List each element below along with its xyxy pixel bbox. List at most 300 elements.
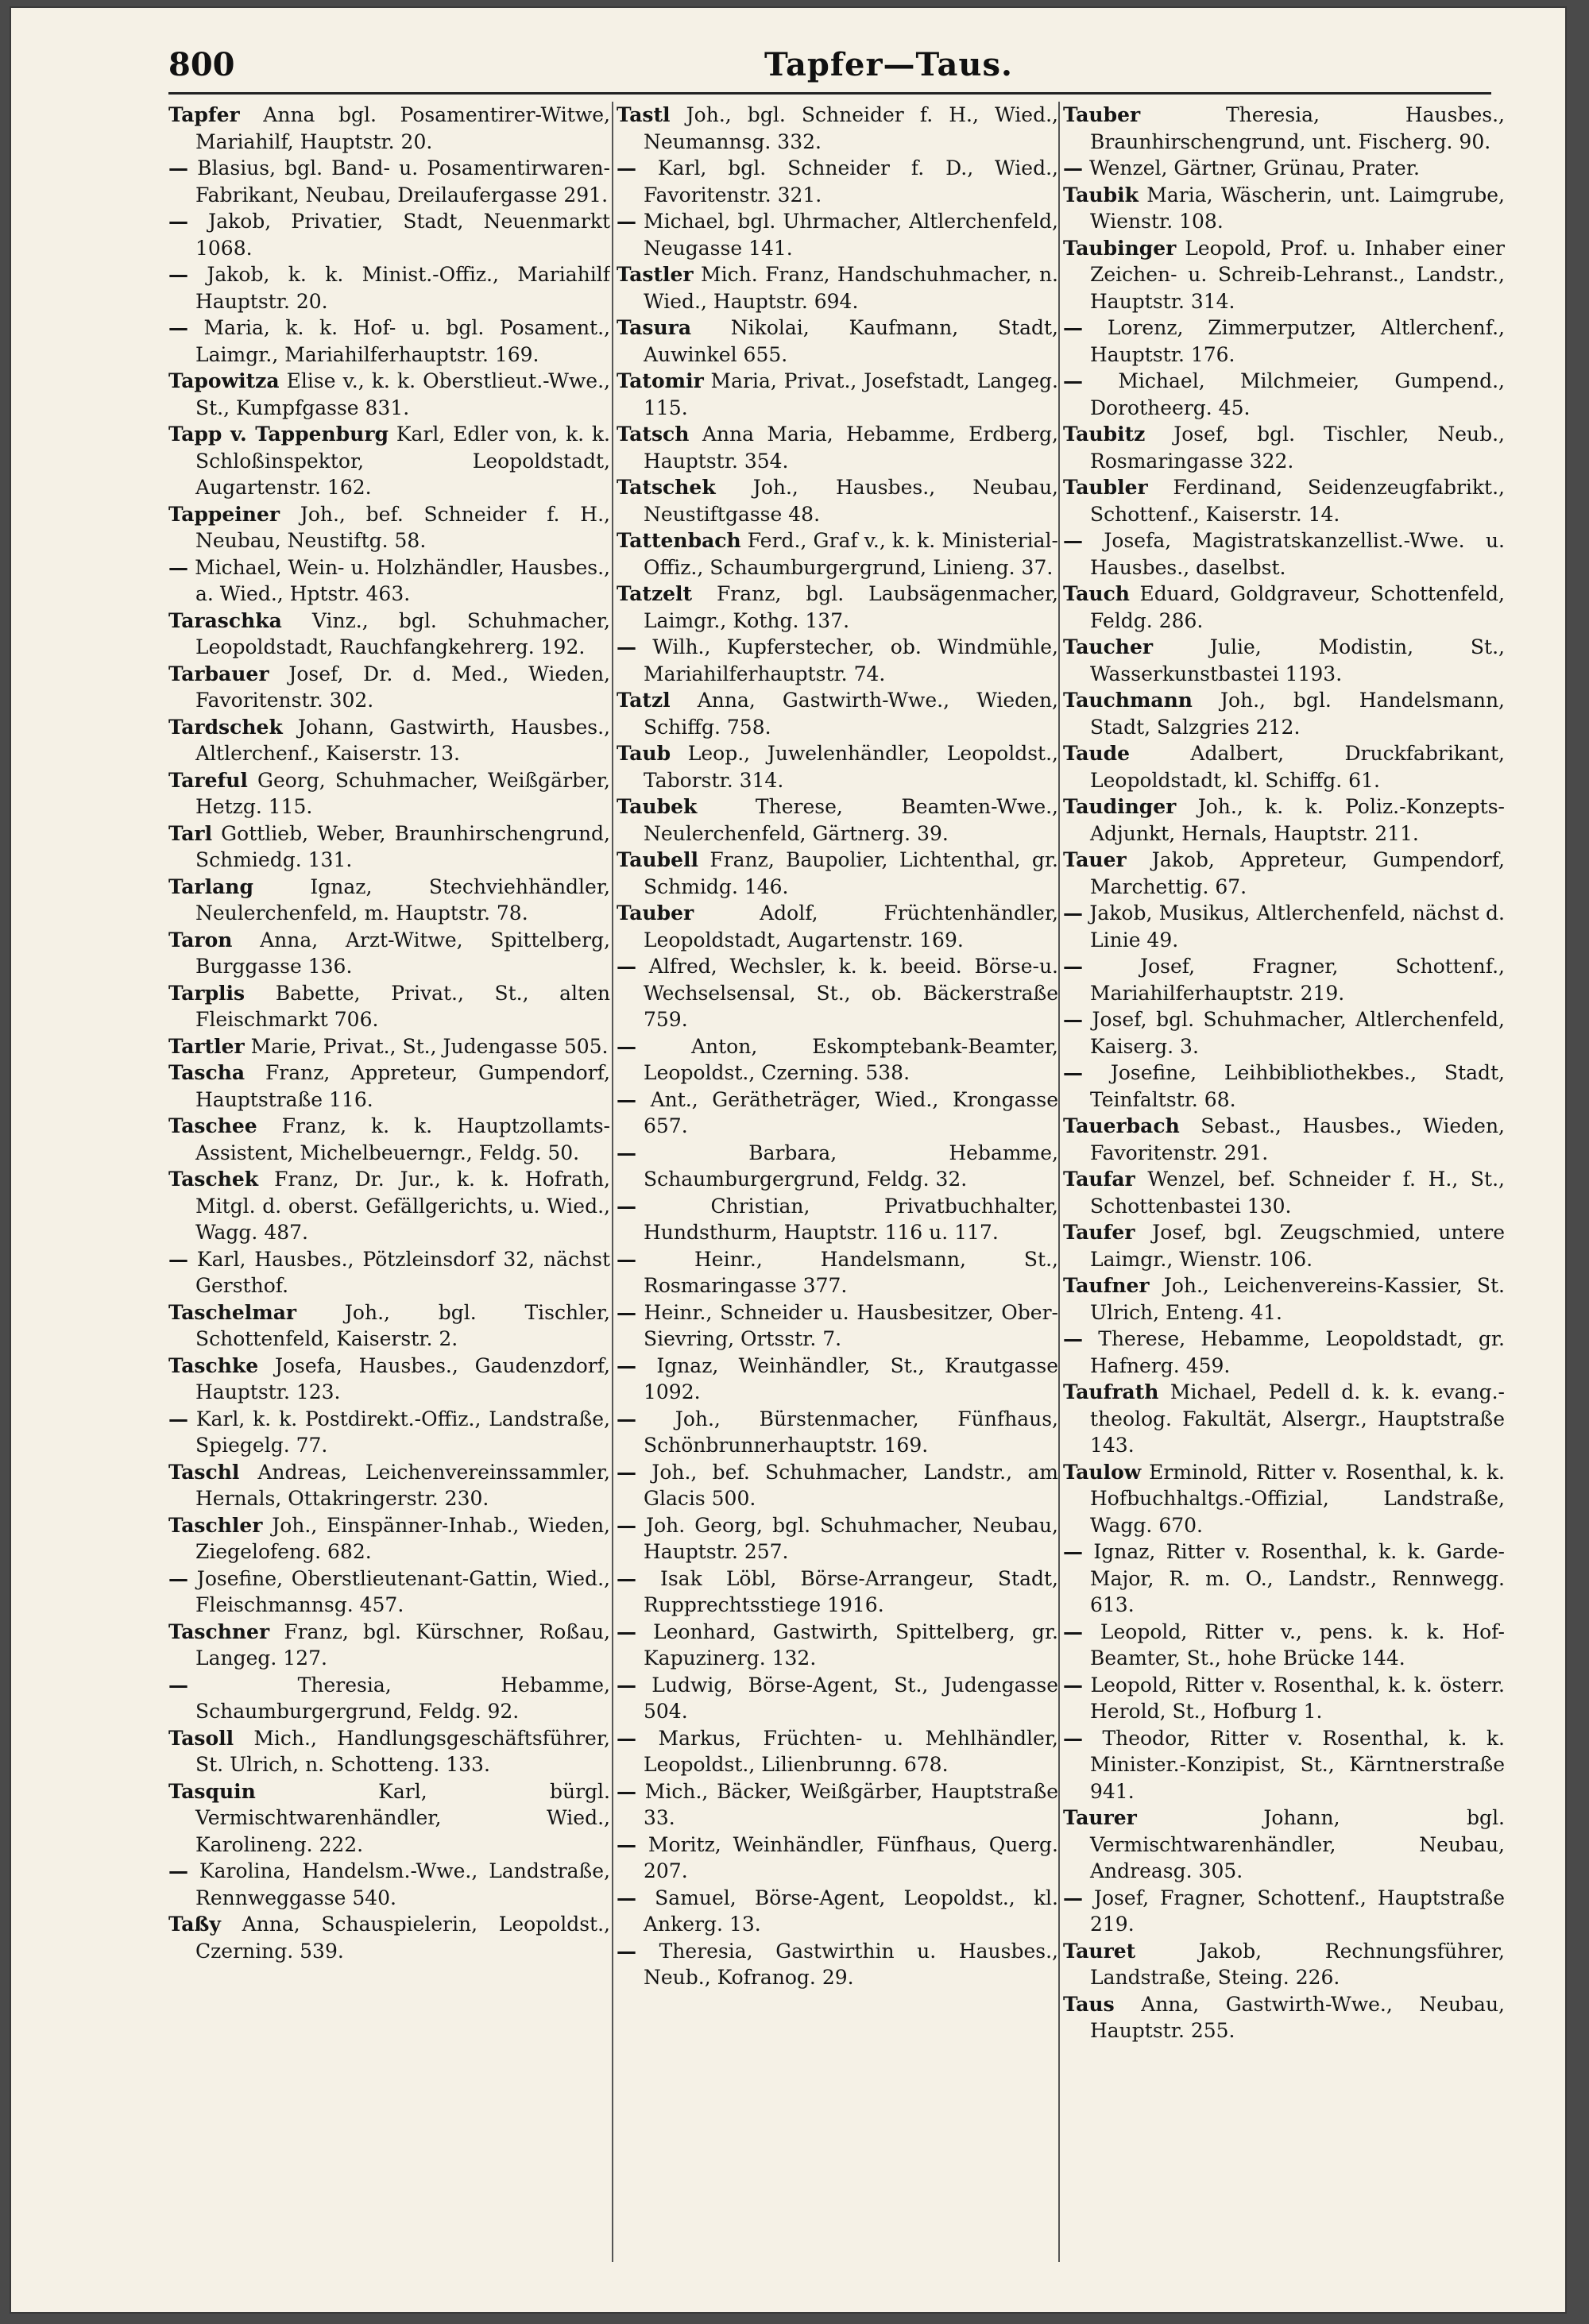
directory-entry [168,927,610,980]
entry-details: Jakob, Appreteur, Gumpendorf, Marchettig. 67. [1090,848,1505,898]
entry-surname: Taron [168,928,233,952]
entry-surname: — [1063,1619,1083,1643]
entry-details: Ferd., Graf v., k. k. Ministerial-Offiz., Schaumburgergrund, Linieng. 37. [644,529,1058,579]
directory-entry [168,102,610,155]
entry-surname: Tarplis [168,981,246,1005]
directory-entry [168,661,610,714]
entry-details: Ant., Gerätheträger, Wied., Krongasse 657. [644,1087,1058,1137]
entry-details: Anna, Gastwirth-Wwe., Neubau, Hauptstr. 255. [1090,1992,1505,2042]
directory-entry [1063,1219,1505,1272]
entry-details: Mich. Franz, Handschuhmacher, n. Wied., Hauptstr. 694. [644,263,1058,313]
directory-entry [617,634,1058,687]
entry-surname: Taufrath [1063,1380,1159,1403]
entry-surname: Tapp v. Tappenburg [168,423,389,446]
directory-entry [617,421,1058,474]
entry-surname: — [617,1407,636,1430]
entry-details: Josef, Fragner, Schottenf., Hauptstraße 219. [1090,1886,1505,1936]
directory-entry [617,1885,1058,1938]
entry-details: Maria, k. k. Hof- u. bgl. Posament., Laimgr., Mariahilferhauptstr. 169. [195,316,610,366]
entry-details: Mich., Handlungsgeschäftsführer, St. Ulrich, n. Schotteng. 133. [195,1726,610,1776]
entry-details: Heinr., Handelsmann, St., Rosmaringasse 377. [644,1247,1058,1297]
entry-surname: Taubek [617,795,698,818]
entry-details: Josef, Fragner, Schottenf., Mariahilferhauptstr. 219. [1090,955,1505,1005]
entry-surname: — [617,1619,636,1643]
entry-details: Karl, Hausbes., Pötzleinsdorf 32, nächst Gersthof. [195,1247,610,1297]
entry-surname: — [617,1726,636,1750]
entry-details: Franz, Dr. Jur., k. k. Hofrath, Mitgl. d. oberst. Gefällgerichts, u. Wied., Wagg. 487. [195,1168,610,1244]
entry-surname: — [617,1460,636,1484]
entry-details: Joh. Georg, bgl. Schuhmacher, Neubau, Hauptstr. 257. [644,1513,1058,1563]
directory-entry [617,793,1058,847]
directory-entry [168,554,610,608]
entry-surname: Taschke [168,1353,259,1377]
entry-details: Samuel, Börse-Agent, Leopoldst., kl. Ankerg. 13. [644,1886,1058,1936]
entry-details: Karolina, Handelsm.-Wwe., Landstraße, Rennweggasse 540. [195,1859,610,1909]
entry-surname: Tatschek [617,476,716,499]
entry-details: Michael, bgl. Uhrmacher, Altlerchenfeld, Neugasse 141. [644,210,1058,260]
entry-surname: — [617,1566,636,1590]
entry-surname: Tartler [168,1034,245,1058]
directory-entry [617,208,1058,261]
entry-surname: Taufer [1063,1221,1135,1244]
directory-entry [168,1672,610,1725]
entry-surname: — [617,1673,636,1697]
entry-surname: Tareful [168,768,248,792]
directory-entry [1063,1991,1505,2044]
entry-details: Heinr., Schneider u. Hausbesitzer, Ober-Sievring, Ortsstr. 7. [644,1300,1058,1350]
directory-entry [617,1725,1058,1778]
entry-surname: Tastl [617,103,671,126]
column-3 [1063,102,1505,2262]
entry-details: Andreas, Leichenvereinssammler, Hernals, Ottakringerstr. 230. [195,1460,610,1510]
entry-details: Erminold, Ritter v. Rosenthal, k. k. Hofbuchhaltgs.-Offizial, Landstraße, Wagg. 670. [1090,1460,1505,1537]
entry-surname: Tauer [1063,848,1127,871]
directory-entry [168,767,610,820]
entry-surname: Taubitz [1063,423,1146,446]
entry-surname: — [1063,156,1083,180]
entry-details: Joh., bgl. Handelsmann, Stadt, Salzgries 212. [1090,689,1505,739]
entry-surname: Tattenbach [617,529,741,552]
entry-surname: — [617,955,636,978]
entry-surname: — [1063,529,1083,552]
directory-entry [1063,182,1505,235]
entry-surname: Tapfer [168,103,240,126]
entry-details: Karl, bgl. Schneider f. D., Wied., Favoritenstr. 321. [644,156,1058,207]
column-divider [612,102,613,2262]
entry-surname: Taubinger [1063,236,1177,260]
entry-details: Vinz., bgl. Schuhmacher, Leopoldstadt, Rauchfangkehrerg. 192. [195,608,610,658]
entry-details: Josef, Dr. d. Med., Wieden, Favoritenstr. 302. [195,662,610,712]
entry-surname: Taulow [1063,1460,1142,1484]
directory-entry [1063,1379,1505,1459]
entry-surname: — [168,316,188,339]
entry-surname: Tascha [168,1061,246,1084]
entry-surname: Tardschek [168,715,283,739]
entry-surname: — [617,210,636,233]
directory-entry [168,501,610,554]
entry-surname: Tarbauer [168,662,269,685]
entry-details: Ignaz, Ritter v. Rosenthal, k. k. Garde-Major, R. m. O., Landstr., Rennwegg. 613. [1090,1540,1505,1616]
entry-details: Blasius, bgl. Band- u. Posamentirwaren-Fabrikant, Neubau, Dreilaufergasse 291. [195,156,610,207]
entry-details: Leopold, Ritter v., pens. k. k. Hof-Beamter, St., hohe Brücke 144. [1090,1619,1505,1670]
directory-entry [617,1565,1058,1619]
entry-surname: — [617,1779,636,1803]
entry-surname: Taschner [168,1619,270,1643]
directory-entry [168,368,610,421]
entry-details: Leopold, Prof. u. Inhaber einer Zeichen- u. Schreib-Lehranst., Landstr., Hauptstr. 314. [1090,236,1505,313]
entry-details: Wenzel, bef. Schneider f. H., St., Schottenbastei 130. [1090,1168,1505,1218]
entry-details: Jakob, Musikus, Altlerchenfeld, nächst d. Linie 49. [1089,901,1505,952]
directory-entry [617,847,1058,900]
entry-surname: Tauchmann [1063,689,1193,712]
entry-details: Anna, Gastwirth-Wwe., Wieden, Schiffg. 758. [644,689,1058,739]
directory-entry [617,740,1058,793]
directory-entry [1063,1060,1505,1113]
directory-entry [617,368,1058,421]
entry-surname: Tappeiner [168,502,280,526]
directory-entry [1063,368,1505,421]
entry-details: Leop., Juwelenhändler, Leopoldst., Taborstr. 314. [644,742,1058,792]
entry-surname: Taschek [168,1168,259,1191]
header-rule [168,92,1491,95]
entry-surname: — [168,156,188,180]
directory-entry [617,1406,1058,1459]
entry-surname: — [168,1859,188,1882]
directory-entry [168,1565,610,1619]
page-header [10,6,1567,94]
directory-entry [1063,1326,1505,1379]
directory-entry [1063,1006,1505,1060]
entry-details: Adalbert, Druckfabrikant, Leopoldstadt, kl. Schiffg. 61. [1090,742,1505,792]
entry-surname: Taub [617,742,671,765]
entry-details: Jakob, k. k. Minist.-Offiz., Mariahilf Hauptstr. 20. [195,263,610,313]
directory-entry [1063,1672,1505,1725]
entry-surname: Tatzelt [617,582,693,605]
entry-details: Anton, Eskomptebank-Beamter, Leopoldst., Czerning. 538. [644,1034,1058,1084]
directory-entry [168,1778,610,1859]
entry-surname: — [617,1247,636,1271]
directory-entry [617,900,1058,953]
directory-entry [168,1725,610,1778]
entry-surname: Tauerbach [1063,1114,1180,1137]
entry-details: Julie, Modistin, St., Wasserkunstbastei 1193. [1090,635,1505,685]
directory-entry [617,261,1058,315]
directory-entry [168,714,610,767]
directory-entry [617,1299,1058,1353]
directory-entry [168,1911,610,1964]
directory-page [10,6,1567,2314]
directory-entry [1063,1459,1505,1539]
entry-details: Barbara, Hebamme, Schaumburgergrund, Feldg. 32. [644,1141,1058,1191]
entry-details: Johann, Gastwirth, Hausbes., Altlerchenf., Kaiserstr. 13. [195,715,610,765]
directory-entry [617,953,1058,1033]
entry-surname: — [617,1886,636,1909]
entry-surname: — [1063,1540,1083,1563]
entry-details: Isak Löbl, Börse-Arrangeur, Stadt, Rupprechtsstiege 1916. [644,1566,1058,1616]
entry-surname: Taraschka [168,608,282,632]
entry-surname: — [617,1513,636,1537]
directory-entry [617,581,1058,634]
entry-details: Michael, Wein- u. Holzhändler, Hausbes., a. Wied., Hptstr. 463. [195,555,610,605]
entry-details: Joh., Bürstenmacher, Fünfhaus, Schönbrunnerhauptstr. 169. [644,1407,1058,1457]
entry-surname: Tarl [168,821,213,845]
directory-entry [1063,1805,1505,1885]
entry-details: Theresia, Gastwirthin u. Hausbes., Neub., Kofranog. 29. [644,1939,1058,1989]
entry-surname: — [617,1939,636,1963]
directory-entry [617,1246,1058,1299]
entry-surname: Tauch [1063,582,1130,605]
directory-entry [617,1512,1058,1565]
entry-details: Josefine, Leihbibliothekbes., Stadt, Teinfaltstr. 68. [1090,1061,1505,1111]
directory-entry [617,527,1058,581]
directory-entry [168,421,610,501]
entry-surname: Taucher [1063,635,1154,658]
entry-details: Eduard, Goldgraveur, Schottenfeld, Feldg. 286. [1090,582,1505,632]
entry-details: Joh., bef. Schneider f. H., Neubau, Neustiftg. 58. [195,502,610,552]
entry-details: Josef, bgl. Schuhmacher, Altlerchenfeld, Kaiserg. 3. [1090,1008,1505,1058]
entry-surname: Taschee [168,1114,257,1137]
entry-surname: Taubler [1063,476,1148,499]
directory-entry [617,102,1058,155]
directory-entry [1063,315,1505,368]
directory-entry [1063,793,1505,847]
directory-entry [1063,1725,1505,1805]
entry-details: Joh., Hausbes., Neubau, Neustiftgasse 48. [644,476,1058,526]
directory-entry [617,1193,1058,1246]
entry-surname: Taufner [1063,1274,1150,1297]
column-2 [617,102,1058,2262]
directory-entry [617,474,1058,527]
directory-entry [1063,740,1505,793]
directory-entry [168,608,610,661]
entry-details: Josef, bgl. Tischler, Neub., Rosmaringasse 322. [1090,423,1505,473]
entry-details: Joh., bgl. Tischler, Schottenfeld, Kaiserstr. 2. [195,1300,610,1350]
directory-entry [1063,155,1505,182]
directory-entry [617,1778,1058,1832]
entry-surname: — [1063,1886,1083,1909]
entry-details: Theresia, Hausbes., Braunhirschengrund, unt. Fischerg. 90. [1090,103,1505,153]
directory-entry [1063,1113,1505,1166]
directory-entry [168,315,610,368]
directory-entry [168,1512,610,1565]
directory-entry [617,1087,1058,1140]
entry-details: Michael, Pedell d. k. k. evang.-theolog. Fakultät, Alsergr., Hauptstraße 143. [1090,1380,1505,1457]
directory-entry [1063,235,1505,315]
directory-entry [168,261,610,315]
entry-details: Ignaz, Weinhändler, St., Krautgasse 1092. [644,1353,1058,1403]
directory-entry [1063,527,1505,581]
directory-entry [1063,1885,1505,1938]
directory-entry [1063,847,1505,900]
directory-entry [168,1353,610,1406]
entry-surname: — [617,1087,636,1111]
entry-surname: Taus [1063,1992,1115,2016]
directory-entry [1063,953,1505,1006]
directory-entry [617,1672,1058,1725]
entry-surname: Taschler [168,1513,263,1537]
directory-entry [1063,634,1505,687]
entry-surname: — [1063,316,1083,339]
entry-details: Babette, Privat., St., alten Fleischmarkt 706. [195,981,610,1031]
entry-details: Jakob, Rechnungsführer, Landstraße, Steing. 226. [1090,1939,1505,1989]
directory-entry [617,1353,1058,1406]
directory-entry [168,1858,610,1911]
entry-surname: — [168,555,188,579]
entry-details: Leonhard, Gastwirth, Spittelberg, gr. Kapuzinerg. 132. [644,1619,1058,1670]
entry-surname: — [168,1247,188,1271]
directory-entry [1063,581,1505,634]
entry-details: Maria, Wäscherin, unt. Laimgrube, Wienstr. 108. [1090,183,1505,233]
entry-surname: — [168,1407,188,1430]
entry-details: Franz, bgl. Laubsägenmacher, Laimgr., Kothg. 137. [644,582,1058,632]
entry-details: Josef, bgl. Zeugschmied, untere Laimgr., Wienstr. 106. [1090,1221,1505,1271]
entry-details: Georg, Schuhmacher, Weißgärber, Hetzg. 115. [195,768,610,818]
entry-details: Mich., Bäcker, Weißgärber, Hauptstraße 33. [644,1779,1058,1829]
entry-details: Franz, k. k. Hauptzollamts-Assistent, Michelbeuerngr., Feldg. 50. [195,1114,610,1164]
entry-details: Sebast., Hausbes., Wieden, Favoritenstr. 291. [1090,1114,1505,1164]
entry-surname: — [168,1673,188,1697]
entry-details: Anna Maria, Hebamme, Erdberg, Hauptstr. 354. [644,423,1058,473]
entry-surname: Taubik [1063,183,1139,207]
entry-details: Theresia, Hebamme, Schaumburgergrund, Feldg. 92. [195,1673,610,1723]
entry-details: Josefa, Hausbes., Gaudenzdorf, Hauptstr. 123. [195,1353,610,1403]
entry-details: Karl, k. k. Postdirekt.-Offiz., Landstraße, Spiegelg. 77. [195,1407,610,1457]
entry-surname: Taude [1063,742,1130,765]
directory-entry [617,155,1058,208]
directory-entry [168,1246,610,1299]
directory-entry [617,1033,1058,1087]
column-1 [168,102,610,2262]
directory-entry [168,1033,610,1060]
directory-entry [1063,1272,1505,1326]
entry-surname: Tatzl [617,689,671,712]
entry-surname: Tauber [617,901,694,925]
entry-details: Wenzel, Gärtner, Grünau, Prater. [1088,156,1420,180]
directory-entry [168,1299,610,1353]
entry-surname: — [168,263,188,286]
directory-entry [1063,421,1505,474]
entry-surname: — [617,1353,636,1377]
directory-entry [617,1832,1058,1885]
directory-entry [617,1459,1058,1512]
directory-entry [1063,474,1505,527]
directory-entry [168,1619,610,1672]
directory-entry [168,208,610,261]
entry-surname: — [168,1566,188,1590]
entry-surname: — [617,635,636,658]
entry-surname: — [617,1141,636,1164]
entry-details: Joh., Einspänner-Inhab., Wieden, Ziegelofeng. 682. [195,1513,610,1563]
entry-surname: — [617,156,636,180]
entry-details: Josefine, Oberstlieutenant-Gattin, Wied., Fleischmannsg. 457. [195,1566,610,1616]
directory-entry [168,1113,610,1166]
entry-details: Marie, Privat., St., Judengasse 505. [250,1034,609,1058]
entry-details: Elise v., k. k. Oberstlieut.-Wwe., St., Kumpfgasse 831. [195,369,610,419]
entry-details: Josefa, Magistratskanzellist.-Wwe. u. Hausbes., daselbst. [1090,529,1505,579]
entry-surname: — [617,1300,636,1324]
page-number: 800 [168,46,235,83]
entry-details: Ferdinand, Seidenzeugfabrikt., Schottenf., Kaiserstr. 14. [1090,476,1505,526]
entry-surname: Taßy [168,1913,221,1936]
entry-details: Ignaz, Stechviehhändler, Neulerchenfeld, m. Hauptstr. 78. [195,874,610,925]
directory-entry [1063,1538,1505,1619]
entry-surname: Taudinger [1063,795,1177,818]
entry-surname: — [1063,1327,1083,1350]
entry-surname: Tauret [1063,1939,1136,1963]
entry-details: Franz, Appreteur, Gumpendorf, Hauptstraße 116. [195,1061,610,1111]
entry-surname: Taschelmar [168,1300,297,1324]
entry-details: Theodor, Ritter v. Rosenthal, k. k. Minister.-Konzipist, St., Kärntnerstraße 941. [1090,1726,1505,1803]
entry-surname: — [1063,901,1083,925]
directory-entry [617,1938,1058,1991]
entry-surname: Tatsch [617,423,690,446]
directory-entry [1063,1166,1505,1219]
entry-surname: Tapowitza [168,369,280,392]
directory-entry [1063,1938,1505,1991]
entry-details: Therese, Hebamme, Leopoldstadt, gr. Hafnerg. 459. [1090,1327,1505,1377]
directory-entry [1063,102,1505,155]
entry-details: Christian, Privatbuchhalter, Hundsthurm, Hauptstr. 116 u. 117. [644,1194,1058,1244]
entry-details: Anna bgl. Posamentirer-Witwe, Mariahilf, Hauptstr. 20. [195,103,610,153]
entry-surname: — [1063,1726,1083,1750]
entry-surname: Taurer [1063,1806,1137,1829]
directory-entry [168,155,610,208]
directory-entry [168,1166,610,1246]
entry-surname: — [1063,1008,1083,1031]
entry-surname: — [1063,1061,1083,1084]
directory-entry [168,1060,610,1113]
directory-entry [617,687,1058,740]
entry-surname: Tauber [1063,103,1141,126]
entry-details: Franz, Baupolier, Lichtenthal, gr. Schmidg. 146. [644,848,1058,898]
entry-details: Moritz, Weinhändler, Fünfhaus, Querg. 207. [644,1832,1058,1882]
entry-surname: — [617,1034,636,1058]
directory-entry [168,980,610,1033]
entry-surname: — [617,1832,636,1856]
entry-details: Nikolai, Kaufmann, Stadt, Auwinkel 655. [644,316,1058,366]
column-divider [1058,102,1060,2262]
running-head: Tapfer—Taus. [764,46,1013,83]
directory-entry [1063,900,1505,953]
entry-details: Gottlieb, Weber, Braunhirschengrund, Schmiedg. 131. [195,821,610,871]
entry-details: Karl, Edler von, k. k. Schloßinspektor, Leopoldstadt, Augartenstr. 162. [195,423,610,499]
directory-entry [617,1619,1058,1672]
entry-details: Anna, Arzt-Witwe, Spittelberg, Burggasse 136. [195,928,610,978]
entry-details: Therese, Beamten-Wwe., Neulerchenfeld, Gärtnerg. 39. [644,795,1058,845]
entry-details: Lorenz, Zimmerputzer, Altlerchenf., Hauptstr. 176. [1090,316,1505,366]
entry-details: Maria, Privat., Josefstadt, Langeg. 115. [644,369,1058,419]
entry-details: Leopold, Ritter v. Rosenthal, k. k. österr. Herold, St., Hofburg 1. [1090,1673,1505,1723]
entry-surname: Taubell [617,848,698,871]
entry-surname: — [1063,955,1083,978]
entry-details: Wilh., Kupferstecher, ob. Windmühle, Mariahilferhauptstr. 74. [644,635,1058,685]
entry-surname: Taschl [168,1460,240,1484]
entry-details: Joh., k. k. Poliz.-Konzepts-Adjunkt, Hernals, Hauptstr. 211. [1090,795,1505,845]
entry-surname: — [617,1194,636,1218]
entry-surname: — [168,210,188,233]
entry-details: Alfred, Wechsler, k. k. beeid. Börse-u. Wechselsensal, St., ob. Bäckerstraße 759. [644,955,1058,1031]
directory-entry [617,1140,1058,1193]
entry-details: Joh., Leichenvereins-Kassier, St. Ulrich, Enteng. 41. [1090,1274,1505,1324]
entry-details: Markus, Früchten- u. Mehlhändler, Leopoldst., Lilienbrunng. 678. [644,1726,1058,1776]
entry-surname: Tasura [617,316,692,339]
directory-entry [1063,1619,1505,1672]
entry-details: Johann, bgl. Vermischtwarenhändler, Neubau, Andreasg. 305. [1090,1806,1505,1882]
directory-entry [168,874,610,927]
entry-surname: Taufar [1063,1168,1135,1191]
entry-surname: Tatomir [617,369,704,392]
entry-details: Joh., bef. Schuhmacher, Landstr., am Glacis 500. [644,1460,1058,1510]
